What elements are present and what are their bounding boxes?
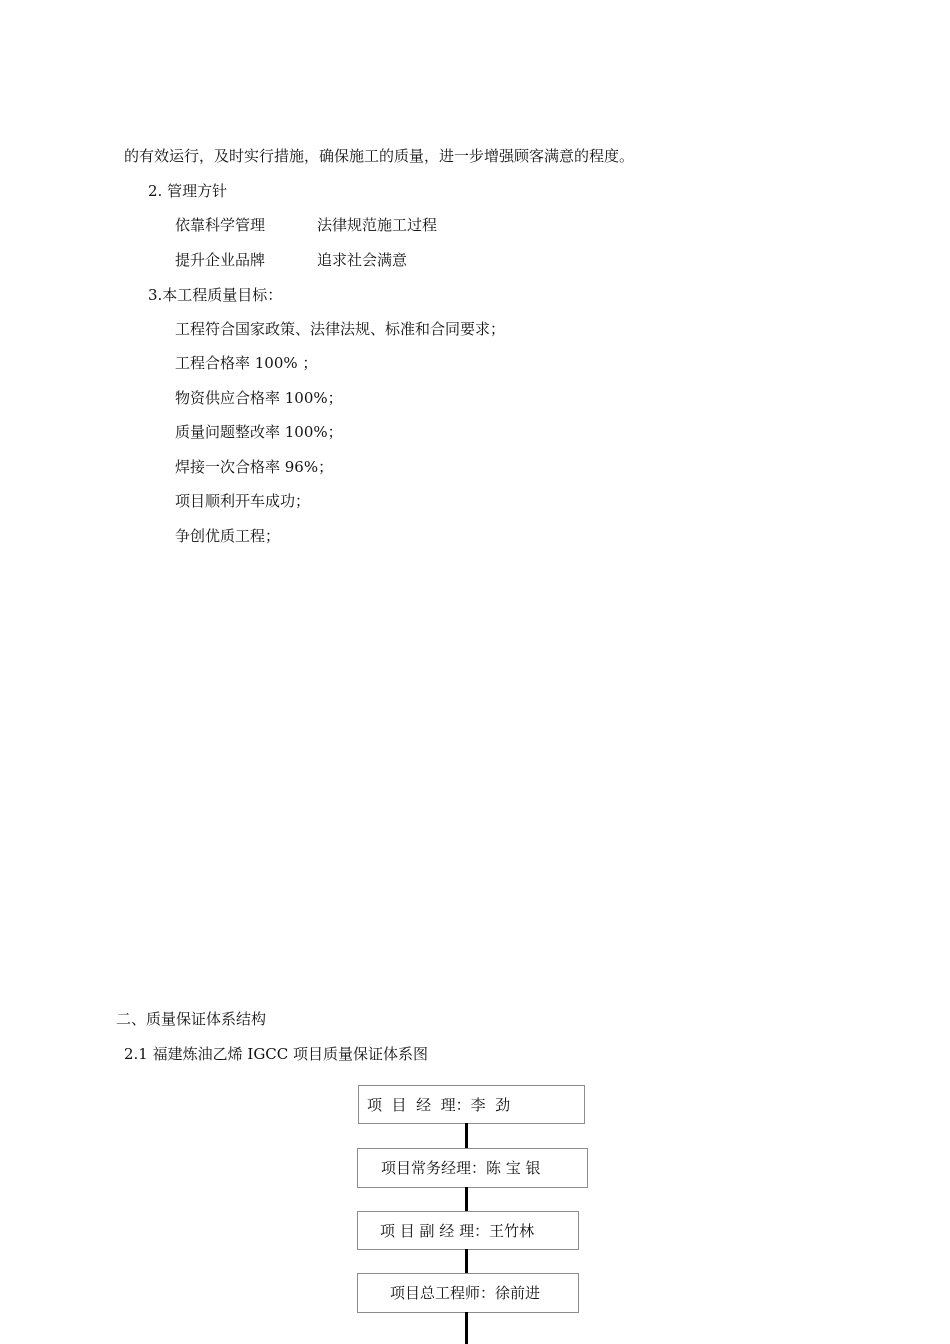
org-node-deputy-manager bbox=[357, 1211, 579, 1250]
policy-item: 依靠科学管理 bbox=[175, 216, 266, 234]
org-node-label: 项目常务经理：陈 宝 银 bbox=[381, 1159, 541, 1177]
goal-item: 质量问题整改率 100%； bbox=[175, 423, 343, 441]
continuation-paragraph: 的有效运行，及时实行措施，确保施工的质量，进一步增强顾客满意的程度。 bbox=[124, 147, 635, 165]
goals-heading: 3.本工程质量目标： bbox=[148, 286, 283, 304]
policy-item: 法律规范施工过程 bbox=[317, 216, 438, 234]
goal-item: 项目顺利开车成功； bbox=[175, 492, 311, 510]
goal-item: 工程符合国家政策、法律法规、标准和合同要求； bbox=[175, 320, 506, 338]
goal-item: 工程合格率 100% ； bbox=[175, 354, 318, 372]
org-node-label: 项目总工程师：徐前进 bbox=[390, 1284, 541, 1302]
org-node-executive-manager bbox=[357, 1148, 588, 1188]
goal-item: 物资供应合格率 100%； bbox=[175, 389, 343, 407]
policy-item: 追求社会满意 bbox=[317, 251, 408, 269]
org-connector bbox=[465, 1123, 468, 1149]
org-connector bbox=[465, 1249, 468, 1274]
policy-heading: 2. 管理方针 bbox=[148, 182, 228, 200]
org-node-label: 项 目 经 理：李 劲 bbox=[367, 1096, 511, 1114]
org-node-chief-engineer bbox=[357, 1273, 579, 1313]
goal-item: 焊接一次合格率 96%； bbox=[175, 458, 334, 476]
org-connector bbox=[465, 1312, 468, 1344]
policy-item: 提升企业品牌 bbox=[175, 251, 266, 269]
section-subheading: 2.1 福建炼油乙烯 IGCC 项目质量保证体系图 bbox=[124, 1045, 429, 1063]
org-node-label: 项 目 副 经 理：王竹林 bbox=[380, 1222, 535, 1240]
goal-item: 争创优质工程； bbox=[175, 527, 281, 545]
org-node-project-manager bbox=[358, 1085, 585, 1124]
section-heading: 二、质量保证体系结构 bbox=[116, 1010, 267, 1028]
org-connector bbox=[465, 1187, 468, 1212]
